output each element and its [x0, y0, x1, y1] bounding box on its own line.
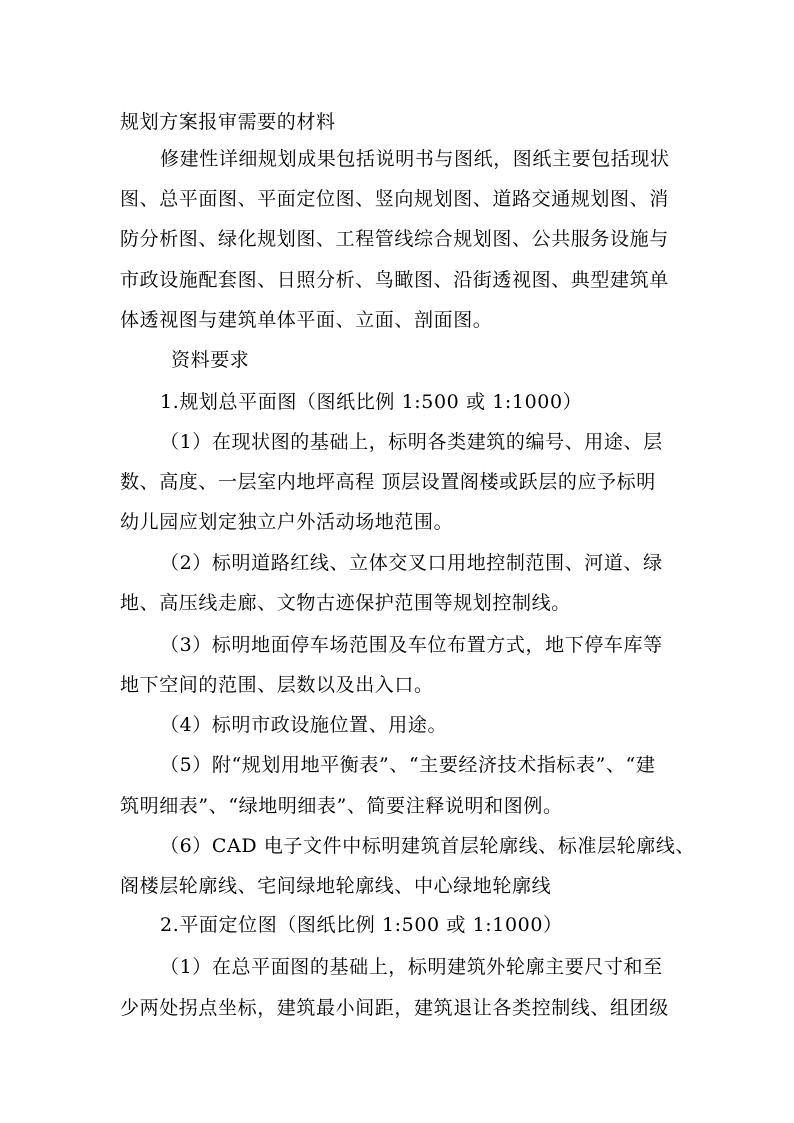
paragraph-line: （5）附“规划用地平衡表”、“主要经济技术指标表”、“建	[160, 754, 656, 776]
paragraph-line: 幼儿园应划定独立户外活动场地范围。	[120, 511, 454, 533]
paragraph-line: （3）标明地面停车场范围及车位布置方式，地下停车库等	[160, 634, 663, 656]
subsection-heading: 1.规划总平面图（图纸比例 1:500 或 1:1000）	[160, 391, 583, 413]
paragraph-line: （1）在现状图的基础上，标明各类建筑的编号、用途、层	[160, 431, 663, 453]
paragraph-line: 地下空间的范围、层数以及出入口。	[120, 674, 434, 696]
section-heading: 资料要求	[171, 349, 250, 371]
paragraph-line: （1）在总平面图的基础上，标明建筑外轮廓主要尺寸和至	[160, 956, 663, 978]
paragraph-line: （2）标明道路红线、立体交叉口用地控制范围、河道、绿	[160, 552, 663, 574]
document-title: 规划方案报审需要的材料	[120, 111, 336, 133]
paragraph-line: 防分析图、绿化规划图、工程管线综合规划图、公共服务设施与	[120, 228, 669, 250]
paragraph-line: 图、总平面图、平面定位图、竖向规划图、道路交通规划图、消	[120, 188, 669, 210]
paragraph-line: 地、高压线走廊、文物古迹保护范围等规划控制线。	[120, 592, 571, 614]
subsection-heading: 2.平面定位图（图纸比例 1:500 或 1:1000）	[160, 914, 563, 936]
paragraph-line: （4）标明市政设施位置、用途。	[160, 714, 448, 736]
paragraph-line: 体透视图与建筑单体平面、立面、剖面图。	[120, 309, 493, 331]
paragraph-line: 修建性详细规划成果包括说明书与图纸，图纸主要包括现状	[160, 148, 670, 170]
paragraph-line: 筑明细表”、“绿地明细表”、简要注释说明和图例。	[120, 795, 563, 817]
paragraph-line: 少两处拐点坐标，建筑最小间距，建筑退让各类控制线、组团级	[120, 997, 669, 1019]
paragraph-line: 数、高度、一层室内地坪高程 顶层设置阁楼或跃层的应予标明	[120, 471, 656, 493]
paragraph-line: （6）CAD 电子文件中标明建筑首层轮廓线、标准层轮廓线、	[160, 835, 696, 857]
paragraph-line: 阁楼层轮廓线、宅间绿地轮廓线、中心绿地轮廓线	[120, 875, 552, 897]
paragraph-line: 市政设施配套图、日照分析、鸟瞰图、沿街透视图、典型建筑单	[120, 269, 669, 291]
